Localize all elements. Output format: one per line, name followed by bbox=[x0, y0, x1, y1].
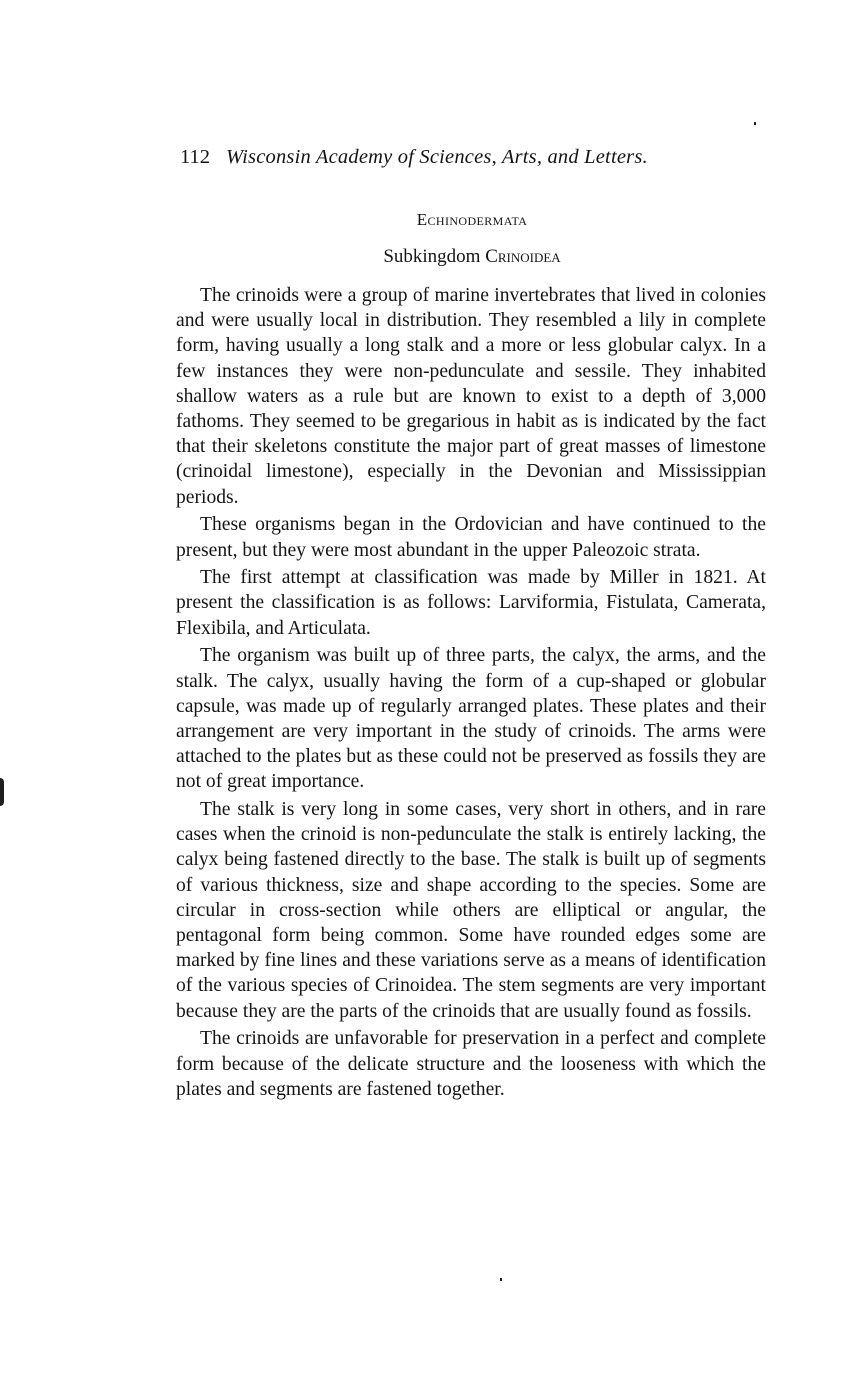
subsection-name: Crinoidea bbox=[485, 246, 561, 267]
scan-speck bbox=[754, 122, 756, 125]
paragraph: These organisms began in the Ordovician and have continued to the present, but they were most abundant in the upper Paleozoic strata. bbox=[176, 514, 766, 561]
section-heading: Echinodermata bbox=[416, 210, 528, 229]
binding-edge-mark bbox=[0, 778, 4, 806]
paragraph: The crinoids are unfavorable for preservation in a perfect and complete form because of the delicate structure and the looseness with which the plates and segments are fastened together. bbox=[176, 1028, 766, 1100]
body-text bbox=[176, 283, 766, 1105]
paragraph: The crinoids were a group of marine invertebrates that lived in colonies and were usually local in distribution. They resembled a lily in complete form, having usually a long stalk and a more or less globular calyx. In a few instances they were non-pedunculate and sessile. They inhabited shallow waters as a rule but are known to exist to a depth of 3,000 fathoms. They seemed to be gregarious in habit as is indicated by the fact that their skeletons constitute the major part of great masses of limestone (crinoidal limestone), especially in the Devonian and Mississippian periods. bbox=[176, 285, 766, 508]
paragraph: The first attempt at classification was made by Miller in 1821. At present the classification is as follows: Larviformia, Fistulata, Camerata, Flexibila, and Articulata. bbox=[176, 567, 766, 639]
subsection-heading bbox=[176, 243, 768, 271]
journal-title: Wisconsin Academy of Sciences, Arts, and Letters. bbox=[226, 146, 648, 168]
paragraph: The stalk is very long in some cases, very short in others, and in rare cases when the crinoid is non-pedunculate the stalk is entirely lacking, the calyx being fastened directly to the base. The stalk is built up of segments of various thickness, size and shape according to the species. Some are circular in cross-section while others are elliptical or angular, the pentagonal form being common. Some have rounded edges some are marked by fine lines and these variations serve as a means of identification of the various species of Crinoidea. The stem segments are very important because they are the parts of the crinoids that are usually found as fossils. bbox=[176, 799, 766, 1022]
running-head bbox=[180, 142, 766, 172]
page-number: 112 bbox=[180, 146, 210, 168]
paragraph: The organism was built up of three parts, the calyx, the arms, and the stalk. The calyx, usually having the form of a cup-shaped or globular capsule, was made up of regularly arranged plates. These plates and their arrangement are very important in the study of crinoids. The arms were attached to the plates but as these could not be preserved as fossils they are not of great importance. bbox=[176, 645, 766, 793]
scan-speck bbox=[500, 1278, 502, 1281]
subsection-prefix: Subkingdom bbox=[383, 246, 481, 267]
